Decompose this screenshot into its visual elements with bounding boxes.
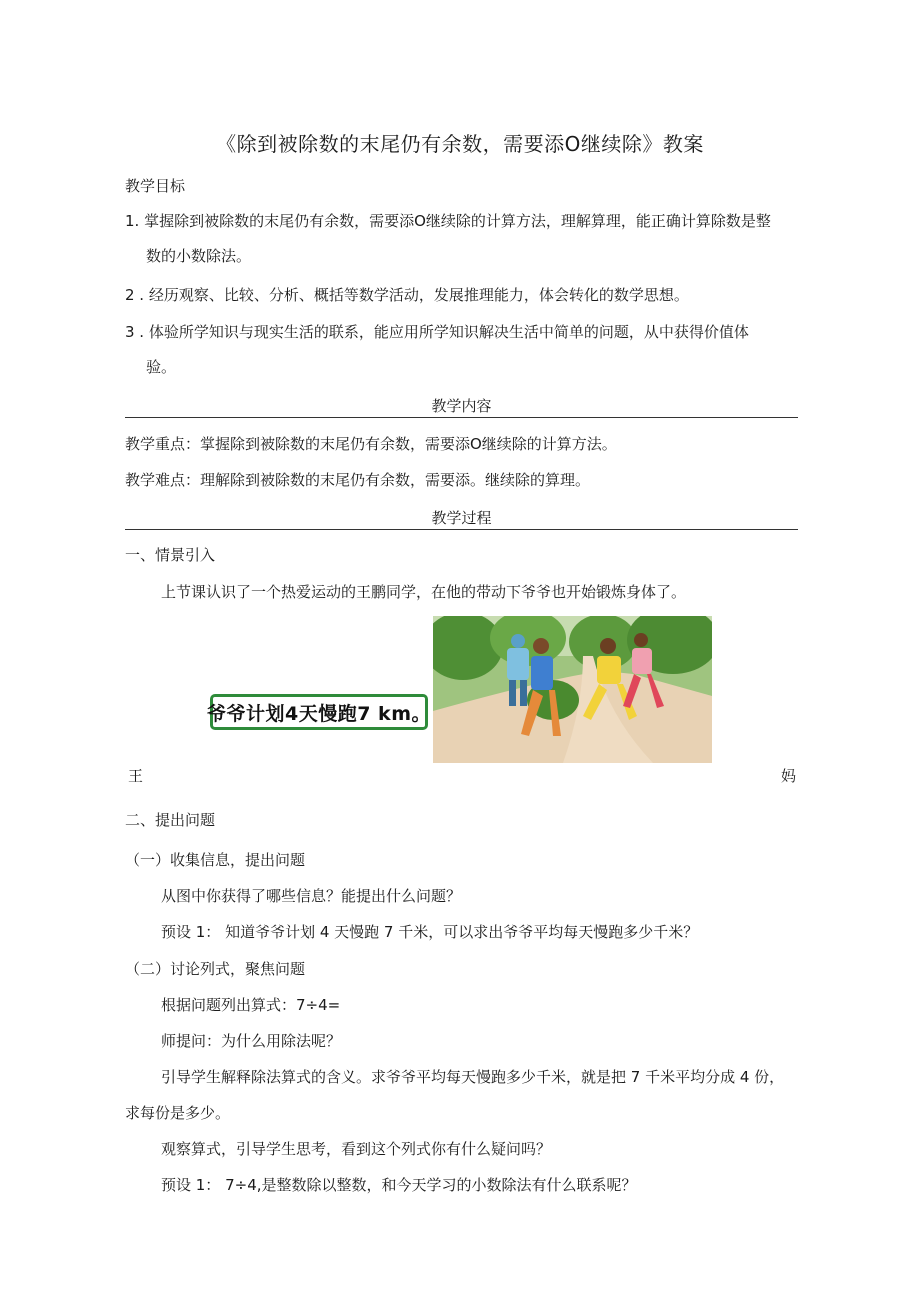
- guide-line-2: 求每份是多少。: [125, 1104, 231, 1122]
- edge-text-right: 妈: [781, 767, 797, 785]
- divider-process: [125, 529, 798, 530]
- subsection-1-question: 从图中你获得了哪些信息？能提出什么问题？: [161, 887, 462, 905]
- formula-line: 根据问题列出算式：7÷4=: [161, 996, 341, 1014]
- objective-3-line-2: 验。: [146, 358, 177, 376]
- park-scene-graphic: [433, 616, 712, 763]
- subsection-2-preset-1: 预设 1： 7÷4,是整数除以整数，和今天学习的小数除法有什么联系呢？: [161, 1176, 637, 1194]
- section-1-heading: 一、情景引入: [125, 546, 216, 564]
- divider-content: [125, 417, 798, 418]
- difficulty-point: 教学难点：理解除到被除数的末尾仍有余数，需要添。继续除的算理。: [125, 471, 591, 489]
- content-heading: 教学内容: [431, 397, 492, 415]
- objective-1-line-1: 1. 掌握除到被除数的末尾仍有余数，需要添O继续除的计算方法，理解算理，能正确计算除数是整: [125, 212, 771, 230]
- document-title: 《除到被除数的末尾仍有余数，需要添O继续除》教案: [216, 132, 704, 156]
- process-heading: 教学过程: [431, 509, 492, 527]
- edge-text-left: 王: [128, 767, 144, 785]
- subsection-1-preset-1: 预设 1： 知道爷爷计划 4 天慢跑 7 千米，可以求出爷爷平均每天慢跑多少千米？: [161, 923, 699, 941]
- subsection-1-heading: （一）收集信息，提出问题: [125, 851, 306, 869]
- key-point: 教学重点：掌握除到被除数的末尾仍有余数，需要添O继续除的计算方法。: [125, 435, 617, 453]
- objectives-heading: 教学目标: [125, 177, 186, 195]
- teacher-question: 师提问：为什么用除法呢？: [161, 1032, 342, 1050]
- objective-2: 2 . 经历观察、比较、分析、概括等数学活动，发展推理能力，体会转化的数学思想。: [125, 286, 689, 304]
- observe-line: 观察算式，引导学生思考，看到这个列式你有什么疑问吗？: [161, 1140, 552, 1158]
- objective-1-line-2: 数的小数除法。: [146, 247, 252, 265]
- section-2-heading: 二、提出问题: [125, 811, 216, 829]
- park-illustration: [433, 616, 712, 763]
- plan-sign: [207, 694, 431, 730]
- section-1-paragraph: 上节课认识了一个热爱运动的王鹏同学，在他的带动下爷爷也开始锻炼身体了。: [161, 583, 687, 601]
- objective-3-line-1: 3 . 体验所学知识与现实生活的联系，能应用所学知识解决生活中简单的问题，从中获得价值体: [125, 323, 749, 341]
- guide-line-1: 引导学生解释除法算式的含义。求爷爷平均每天慢跑多少千米，就是把 7 千米平均分成 4 份，: [161, 1068, 785, 1086]
- subsection-2-heading: （二）讨论列式，聚焦问题: [125, 960, 306, 978]
- plan-sign-text: 爷爷计划4天慢跑7 km。: [207, 702, 431, 725]
